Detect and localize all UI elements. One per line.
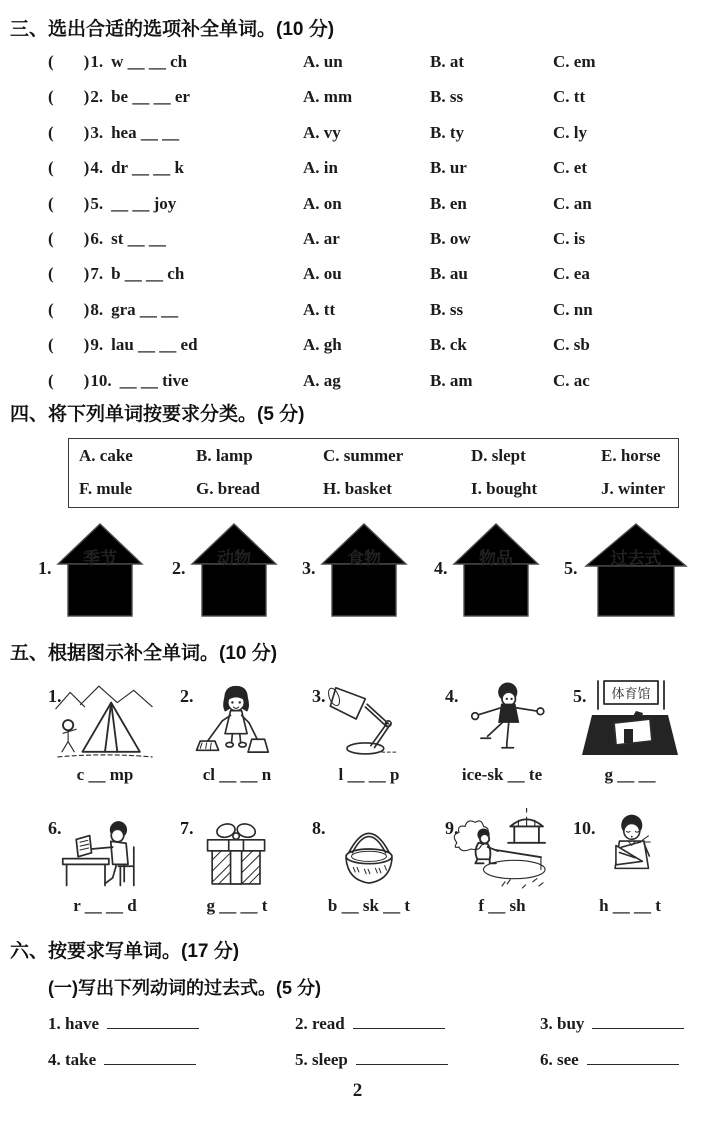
mc-row-10 — [0, 363, 715, 398]
target-word: c __ mp — [76, 765, 134, 784]
option-c: C. sb — [553, 335, 590, 355]
verb-word: read — [312, 1014, 345, 1033]
item-number: 5. — [295, 1050, 308, 1069]
question-number: 9. — [90, 335, 104, 355]
item-number: 6. — [48, 818, 62, 838]
target-word: l __ __ p — [338, 765, 400, 784]
question-stem: b __ __ ch — [111, 264, 185, 284]
question-number: 6. — [90, 228, 104, 248]
item-number: 10. — [573, 818, 596, 838]
option-b: B. am — [430, 370, 473, 390]
verb-item-buy — [540, 1010, 684, 1038]
house-label: 动物 — [217, 549, 251, 568]
mc-row-6 — [0, 221, 715, 256]
verb-word: buy — [557, 1014, 585, 1033]
question-stem: dr __ __ k — [111, 158, 184, 178]
bank-word: D. slept — [471, 446, 526, 465]
option-a: A. ou — [303, 264, 342, 284]
question-stem: __ __ joy — [111, 193, 177, 213]
answer-paren-close: ) — [83, 370, 90, 390]
verb-word: sleep — [312, 1050, 348, 1069]
house-animals — [172, 518, 302, 628]
question-stem: st __ __ — [111, 228, 166, 248]
target-word: f __ sh — [478, 896, 526, 915]
picture-item-9 — [437, 798, 567, 922]
answer-paren-close: ) — [83, 122, 90, 142]
item-number: 3. — [540, 1014, 553, 1033]
bank-word: E. horse — [601, 446, 661, 465]
answer-paren-open: ( — [48, 87, 54, 107]
house-seasons — [38, 518, 168, 628]
question-number: 4. — [90, 158, 104, 178]
target-word: r __ __ d — [73, 896, 137, 915]
option-c: C. em — [553, 52, 596, 71]
house-label: 季节 — [83, 549, 117, 568]
picture-item-2 — [172, 672, 302, 796]
mc-row-4 — [0, 150, 715, 185]
target-word: g __ __ t — [206, 896, 268, 915]
option-c: C. ea — [553, 264, 590, 284]
house-past-tense — [564, 518, 694, 628]
house-label: 物品 — [479, 549, 513, 568]
bank-word: B. lamp — [196, 446, 253, 465]
answer-paren-open: ( — [48, 228, 54, 248]
house-outline — [450, 520, 542, 620]
boy-reading-image — [57, 808, 153, 890]
answer-paren-close: ) — [83, 228, 90, 248]
target-word: cl __ __ n — [202, 765, 272, 784]
bank-word: F. mule — [79, 479, 133, 498]
house-label: 食物 — [347, 549, 381, 568]
verb-word: have — [65, 1014, 99, 1033]
picture-item-6 — [40, 798, 170, 922]
question-stem: w __ __ ch — [111, 52, 188, 71]
question-stem: __ __ tive — [119, 370, 189, 390]
answer-paren-open: ( — [48, 370, 54, 390]
verb-row-1 — [0, 1010, 715, 1042]
picture-item-10 — [565, 798, 695, 922]
question-number: 1. — [90, 52, 104, 71]
word-bank — [68, 438, 679, 508]
gym-building-image — [580, 678, 680, 760]
desk-lamp-image — [323, 678, 415, 760]
boy-fishing-image — [450, 808, 554, 890]
answer-paren-close: ) — [83, 158, 90, 178]
picture-item-1 — [40, 672, 170, 796]
house-outline — [188, 520, 280, 620]
mc-row-7 — [0, 256, 715, 291]
answer-line — [356, 1060, 448, 1065]
word-bank-row-2 — [69, 472, 678, 505]
item-number: 7. — [180, 818, 194, 838]
house-food — [302, 518, 432, 628]
target-word: ice-sk __ te — [461, 765, 543, 784]
bank-word: H. basket — [323, 479, 392, 498]
bank-word: C. summer — [323, 446, 404, 465]
mc-row-1 — [0, 44, 715, 79]
option-c: C. an — [553, 193, 592, 213]
gym-sign-text: 体育馆 — [611, 686, 651, 701]
picture-item-5 — [565, 672, 695, 796]
verb-item-read — [295, 1010, 445, 1038]
option-b: B. ck — [430, 335, 467, 355]
option-a: A. in — [303, 158, 338, 178]
house-label: 过去式 — [610, 549, 662, 568]
bank-word: J. winter — [601, 479, 666, 498]
section6-subtitle: (一)写出下列动词的过去式。(5 分) — [48, 978, 321, 998]
question-stem: gra __ __ — [111, 299, 179, 319]
boy-hurt-arm-image — [586, 808, 674, 890]
mc-row-2 — [0, 79, 715, 114]
option-b: B. ow — [430, 228, 471, 248]
item-number: 2. — [295, 1014, 308, 1033]
option-c: C. ac — [553, 370, 590, 390]
option-c: C. ly — [553, 122, 587, 142]
option-a: A. un — [303, 52, 343, 71]
item-number: 8. — [312, 818, 326, 838]
picture-row-2 — [0, 798, 715, 922]
verb-item-sleep — [295, 1046, 448, 1074]
answer-paren-open: ( — [48, 158, 54, 178]
question-number: 7. — [90, 264, 104, 284]
verb-item-see — [540, 1046, 679, 1074]
item-number: 2. — [180, 686, 194, 706]
answer-line — [107, 1024, 199, 1029]
option-b: B. ss — [430, 299, 464, 319]
answer-paren-open: ( — [48, 122, 54, 142]
house-outline — [582, 520, 690, 620]
word-bank-row-1 — [69, 439, 678, 472]
house-number: 5. — [564, 558, 578, 578]
answer-paren-open: ( — [48, 193, 54, 213]
picture-item-4 — [437, 672, 567, 796]
category-houses — [0, 518, 715, 630]
answer-line — [592, 1024, 684, 1029]
option-b: B. at — [430, 52, 464, 71]
answer-paren-open: ( — [48, 264, 54, 284]
item-number: 1. — [48, 1014, 61, 1033]
option-c: C. is — [553, 228, 586, 248]
item-number: 5. — [573, 686, 587, 706]
answer-paren-close: ) — [83, 87, 90, 107]
option-a: A. gh — [303, 335, 342, 355]
answer-paren-close: ) — [83, 264, 90, 284]
option-a: A. on — [303, 193, 342, 213]
section4-title: 四、将下列单词按要求分类。(5 分) — [10, 404, 305, 425]
item-number: 1. — [48, 686, 62, 706]
mc-row-5 — [0, 186, 715, 221]
answer-paren-close: ) — [83, 52, 90, 71]
answer-line — [587, 1060, 679, 1065]
house-outline — [54, 520, 146, 620]
option-a: A. tt — [303, 299, 336, 319]
house-number: 2. — [172, 558, 186, 578]
mc-row-8 — [0, 292, 715, 327]
target-word: g __ __ — [604, 765, 656, 784]
item-number: 4. — [445, 686, 459, 706]
answer-paren-open: ( — [48, 335, 54, 355]
option-c: C. tt — [553, 87, 586, 107]
question-number: 3. — [90, 122, 104, 142]
question-stem: be __ __ er — [111, 87, 190, 107]
question-number: 10. — [90, 370, 112, 390]
house-items — [434, 518, 564, 628]
option-a: A. mm — [303, 87, 353, 107]
boy-ice-skating-image — [454, 678, 550, 760]
page-number: 2 — [352, 1080, 363, 1101]
question-stem: hea __ __ — [111, 122, 180, 142]
picture-row-1 — [0, 672, 715, 796]
answer-paren-open: ( — [48, 299, 54, 319]
basket-image — [323, 808, 415, 890]
picture-item-3 — [304, 672, 434, 796]
section3-question-list — [0, 44, 715, 398]
item-number: 4. — [48, 1050, 61, 1069]
option-a: A. vy — [303, 122, 341, 142]
mc-row-3 — [0, 115, 715, 150]
bank-word: G. bread — [196, 479, 260, 498]
item-number: 9. — [445, 818, 459, 838]
option-b: B. en — [430, 193, 467, 213]
verb-item-take — [48, 1046, 196, 1074]
house-number: 4. — [434, 558, 448, 578]
option-a: A. ar — [303, 228, 340, 248]
question-stem: lau __ __ ed — [111, 335, 198, 355]
house-number: 3. — [302, 558, 316, 578]
option-b: B. ur — [430, 158, 467, 178]
verb-word: take — [65, 1050, 97, 1069]
option-b: B. au — [430, 264, 468, 284]
option-c: C. nn — [553, 299, 593, 319]
option-b: B. ty — [430, 122, 464, 142]
section3-title: 三、选出合适的选项补全单词。(10 分) — [10, 19, 335, 40]
bank-word: A. cake — [79, 446, 133, 465]
verb-row-2 — [0, 1046, 715, 1078]
answer-line — [353, 1024, 445, 1029]
item-number: 3. — [312, 686, 326, 706]
house-outline — [318, 520, 410, 620]
option-c: C. et — [553, 158, 587, 178]
verb-word: see — [557, 1050, 579, 1069]
target-word: h __ __ t — [599, 896, 661, 915]
girl-cleaning-image — [191, 678, 283, 760]
option-a: A. ag — [303, 370, 341, 390]
mc-row-9 — [0, 327, 715, 362]
camping-scene-image — [53, 678, 157, 760]
house-number: 1. — [38, 558, 52, 578]
bank-word: I. bought — [471, 479, 538, 498]
question-number: 5. — [90, 193, 104, 213]
answer-paren-close: ) — [83, 299, 90, 319]
question-number: 2. — [90, 87, 104, 107]
section5-title: 五、根据图示补全单词。(10 分) — [10, 643, 278, 664]
answer-paren-open: ( — [48, 52, 54, 71]
picture-item-8 — [304, 798, 434, 922]
verb-item-have — [48, 1010, 199, 1038]
answer-paren-close: ) — [83, 193, 90, 213]
option-b: B. ss — [430, 87, 464, 107]
target-word: b __ sk __ t — [327, 896, 411, 915]
gift-box-image — [191, 808, 283, 890]
answer-line — [104, 1060, 196, 1065]
answer-paren-close: ) — [83, 335, 90, 355]
section6-title: 六、按要求写单词。(17 分) — [10, 941, 240, 962]
item-number: 6. — [540, 1050, 553, 1069]
picture-item-7 — [172, 798, 302, 922]
question-number: 8. — [90, 299, 104, 319]
